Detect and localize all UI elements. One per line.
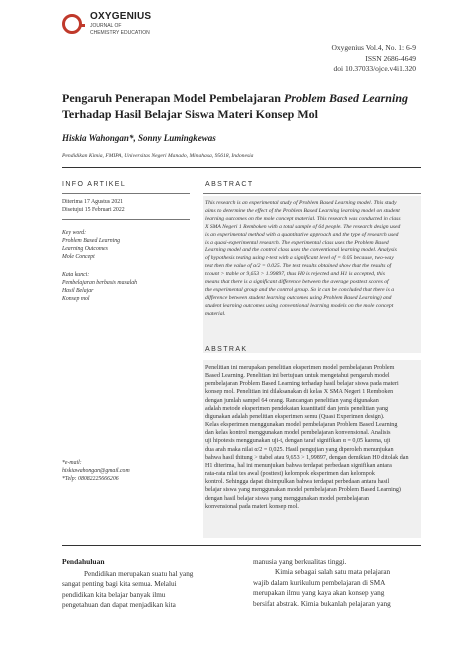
abstract-line: is an experimental method with a quantitative approach and the type of research used — [205, 231, 399, 238]
abstract-line: Learning model and the control class uses the conventional learning model. Analysis — [205, 247, 397, 254]
journal-volume: Oxygenius Vol.4, No. 1: 6-9 — [331, 43, 416, 52]
abstract-heading: ABSTRACT — [205, 181, 254, 188]
kata-kunci-item: Pembelajaran berbasis masalah — [62, 280, 138, 286]
kata-kunci-label: Kata kunci: — [62, 272, 90, 278]
keyword-item: Mole Concept — [62, 254, 95, 260]
abstrak-line: dan kelas kontrol menggunakan model pembelajaran konvensional. Analisis — [205, 430, 391, 437]
logo-sub-2: CHEMISTRY EDUCATION — [90, 30, 150, 36]
abstract-line: student learning outcomes using conventional learning models on the mole concept — [205, 302, 394, 309]
abstract-text — [205, 200, 419, 319]
abstrak-line: dengan hasil belajar siswa yang menggunakan model pembelajaran — [205, 495, 369, 502]
abstract-line: learning outcomes on the mole concept material. This research was conducted in class — [205, 215, 401, 222]
received-date: Diterima 17 Agustus 2021 — [62, 199, 124, 205]
info-heading: INFO ARTIKEL — [62, 181, 127, 188]
abstrak-line: uji hipotesis menggunakan uji-t, dengan taraf signifikan α = 0,05 karena, uji — [205, 438, 391, 445]
body-line: merupakan ilmu yang kaya akan konsep yang — [253, 589, 385, 598]
abstract-line: means that there is a significant difference between the average posttest scores of — [205, 279, 389, 286]
kata-kunci-block — [62, 271, 137, 303]
kata-kunci-item: Hasil Belajar — [62, 288, 94, 294]
abstrak-line: konvensional pada materi konsep mol. — [205, 503, 299, 510]
authors: Hiskia Wahongan*, Sonny Lumingkewas — [62, 133, 216, 143]
article-title — [62, 90, 422, 122]
abstract-line: the experimental group and the control group. So it can be concluded that there is a — [205, 286, 395, 293]
email-label: *e-mail: — [62, 460, 82, 466]
logo-sub-1: JOURNAL OF — [90, 23, 122, 29]
title-italic: Problem Based Learning — [283, 91, 408, 105]
abstract-line: X SMA Negeri 1 Remboken with a total sample of 64 people. The research design used — [205, 223, 401, 230]
affiliation: Pendidikan Kimia, FMIPA, Universitas Negeri Manado, Minahasa, 95618, Indonesia — [62, 153, 254, 159]
abstrak-line: pembelajaran Problem Based Learning terhadap hasil belajar siswa pada materi — [205, 381, 399, 388]
body-divider — [62, 545, 421, 546]
keyword-label: Key word: — [62, 230, 87, 236]
body-line: Pendidikan merupakan suatu hal yang — [84, 570, 194, 578]
abstrak-line: dua arah maka nilai α/2 = 0,025. Hasil pengujian yang diperoleh menunjukan — [205, 446, 394, 453]
abstrak-line: rata-rata nilai tes awal (posttest) kelompok eksperimen dan kelompok — [205, 471, 375, 478]
title-part-2: Terhadap Hasil Belajar Siswa Materi Konsep Mol — [62, 107, 319, 121]
body-line: wajib dalam kurikulum pembelajaran di SMA — [253, 578, 386, 587]
abstrak-line: konsep mol. Penelitian ini dilaksanakan di kelas X SMA Negeri 1 Remboken — [205, 389, 394, 396]
body-line: pendidikan kita belajar banyak ilmu — [62, 590, 166, 599]
abstrak-line: Based Learning. Penelitian ini bertujuan untuk mengetahui pengaruh model — [205, 373, 390, 380]
abstrak-line: dengan jumlah sampel 64 orang. Rancangan penelitian yang digunakan — [205, 397, 379, 404]
email-address: hiskiawahongan@gmail.com — [62, 468, 130, 474]
journal-logo — [62, 12, 151, 36]
abstract-line: test then the value of α/2 = 0.025. The test results obtained show that the results of — [205, 263, 392, 270]
abstrak-line: digunakan adalah penelitian eksperimen semu (Quasi Experimen design). — [205, 413, 385, 420]
abstrak-line: Kelas eksperimen menggunakan model pembelajaran Problem Based Learning — [205, 422, 398, 429]
body-line: bersifat abstrak. Kimia bukanlah pelajaran yang — [253, 599, 391, 608]
body-column-left — [62, 569, 230, 611]
abstrak-line: H1 diterima, hal ini menunjukan bahwa terdapat perbedaan signifikan antara — [205, 462, 392, 469]
abstrak-line: belajar siswa yang menggunakan model pembelajaran Problem Based Learning) — [205, 487, 401, 494]
info-divider — [62, 193, 190, 194]
contact-block — [62, 459, 130, 483]
abstrak-line: adalah metode eksperimen pendekatan kuantitatif dan jenis penelitian yang — [205, 405, 389, 412]
keyword-item: Problem Based Learning — [62, 238, 121, 244]
journal-issn: ISSN 2686-4649 — [365, 53, 416, 63]
accepted-date: Disetujui 15 Februari 2022 — [62, 207, 125, 213]
body-line: manusia yang berkualitas tinggi. — [253, 558, 347, 566]
kata-kunci-item: Konsep mol — [62, 296, 90, 302]
abstract-line: This research is an experimental study of Problem Based Learning model. This study — [205, 200, 397, 206]
body-line: pengetahuan dan dapat menjadikan kita — [62, 601, 176, 610]
keyword-item: Learning Outcomes — [62, 246, 108, 252]
telephone: *Telp: 08082225666206 — [62, 476, 119, 482]
info-dates — [62, 198, 125, 214]
body-line: Kimia sebagai salah satu mata pelajaran — [275, 568, 391, 577]
abstract-line: tcount > ttable or 9,653 > 1.99897, thus H0 is rejected and H1 is accepted, this — [205, 271, 385, 278]
abstrak-line: Penelitian ini merupakan penelitian eksperimen model pembelajaran Problem — [205, 365, 395, 371]
abstract-divider — [203, 193, 421, 194]
logo-name: OXYGENIUS — [90, 11, 152, 22]
title-part-1: Pengaruh Penerapan Model Pembelajaran — [62, 91, 284, 105]
abstrak-line: bahwa hasil thitung > ttabel atau 9,653 > 1,99897, dengan demikian H0 ditolak dan — [205, 454, 409, 461]
body-line: sangat penting bagi kita semua. Melalui — [62, 580, 177, 589]
abstract-line: is a quasi-experimental research. The experimental class uses the Problem Based — [205, 239, 389, 246]
body-column-right — [253, 557, 421, 609]
keywords-block — [62, 229, 120, 261]
header-divider — [62, 167, 421, 168]
journal-meta — [331, 43, 416, 75]
info-divider-2 — [62, 219, 190, 220]
section-title-pendahuluan: Pendahuluan — [62, 557, 105, 566]
journal-doi: doi 10.37033/ojce.v4i1.320 — [333, 64, 416, 73]
abstract-line: aims to determine the effect of the Problem Based Learning learning model on student — [205, 207, 400, 214]
abstract-line: material. — [205, 310, 226, 317]
abstrak-line: kontrol. Sehingga dapat disimpulkan bahwa terdapat perbedaan antara hasil — [205, 479, 390, 486]
oxygen-logo-icon — [62, 14, 82, 34]
abstract-line: of hypothesis testing using t-test with a significant level of = 0.05 because, two-way — [205, 255, 394, 262]
abstrak-text — [205, 364, 419, 511]
abstrak-heading: ABSTRAK — [205, 346, 248, 353]
abstract-line: difference between student learning outcomes using Problem Based Learning) and — [205, 294, 392, 301]
